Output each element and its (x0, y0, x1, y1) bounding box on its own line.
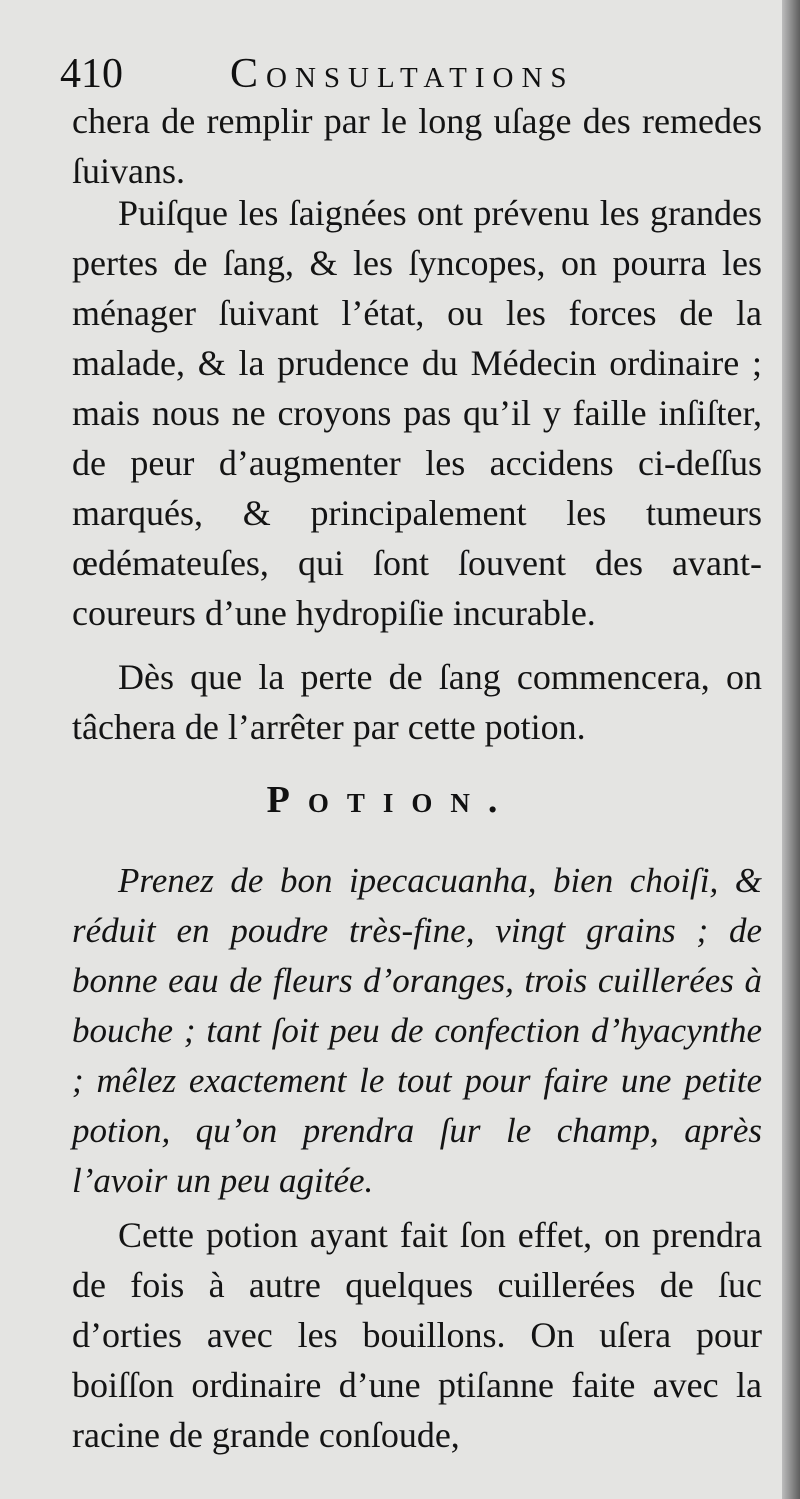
saignees-paragraph: Puiſque les ſaignées ont prévenu les grandes pertes de ſang, & les ſyncopes, on pourra les ménager ſuivant l’état, ou les forces de la malade, & la prudence du Médecin ordinaire ; mais nous ne croyons pas qu’il y faille inſiſter, de peur d’augmenter les accidens ci-deſſus marqués, & principalement les tumeurs œdémateuſes, qui ſont ſouvent des avant-coureurs d’une hydropiſie incurable. (72, 193, 762, 633)
section-heading: Potion. (266, 779, 516, 821)
page-number: 410 (60, 51, 123, 97)
running-title: Consultations (230, 51, 575, 97)
page-gutter-shadow (782, 0, 800, 1499)
page-header (60, 44, 740, 100)
potion-effect-paragraph: Cette potion ayant fait ſon effet, on prendra de fois à autre quelques cuillerées de ſuc d’orties avec les bouillons. On uſera pour boiſſon ordinaire d’une ptiſanne faite avec la racine de grande conſoude, (72, 1215, 762, 1455)
prescription-paragraph: Prenez de bon ipecacuanha, bien choiſi, & réduit en poudre très-fine, vingt grains ; de bonne eau de fleurs d’oranges, trois cuillerées à bouche ; tant ſoit peu de confection d’hyacynthe ; mêlez exactement le tout pour faire une petite potion, qu’on prendra ſur le champ, après l’avoir un peu agitée. (72, 861, 762, 1200)
continuation-paragraph: chera de remplir par le long uſage des remedes ſuivans. (72, 101, 762, 191)
perte-paragraph: Dès que la perte de ſang commencera, on tâchera de l’arrêter par cette potion. (72, 657, 762, 747)
